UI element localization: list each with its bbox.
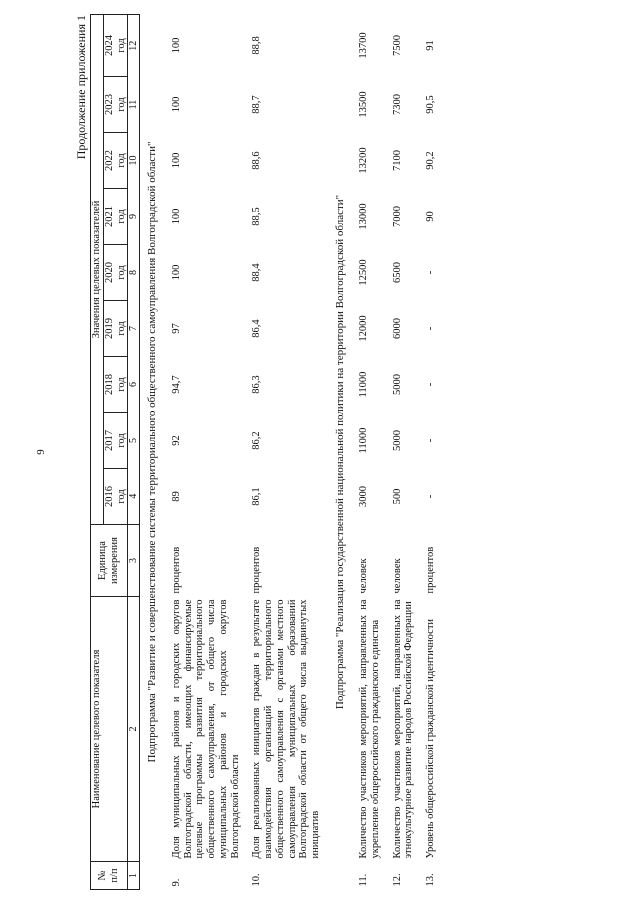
- indicator-value: 94,7: [170, 375, 182, 394]
- header-year: [103, 77, 128, 133]
- indicator-row: [247, 14, 328, 889]
- column-number: 2: [128, 597, 140, 862]
- indicator-value: 12000: [358, 315, 370, 342]
- indicator-value: 88,8: [251, 36, 263, 55]
- column-number: 6: [128, 357, 140, 413]
- indicator-value: 7300: [391, 94, 403, 115]
- indicator-name: Количество участников мероприятий, направленных на этнокультурное развитие народов Российской Федерации: [391, 599, 415, 859]
- indicator-number: 13.: [425, 873, 437, 887]
- column-numbers-row: [128, 14, 140, 889]
- indicator-value: -: [425, 438, 437, 443]
- indicator-row: [167, 14, 248, 889]
- indicator-value: 11000: [358, 371, 370, 398]
- header-unit: [91, 525, 128, 597]
- continuation-label: Продолжение приложения 1: [74, 15, 88, 160]
- indicator-number: 10.: [251, 873, 263, 887]
- header-year: [103, 133, 128, 189]
- indicator-number: 12.: [391, 873, 403, 887]
- indicator-value: 500: [391, 488, 403, 505]
- indicator-value: 86,2: [251, 431, 263, 450]
- indicator-value: 13200: [358, 147, 370, 174]
- indicator-unit: человек: [391, 558, 403, 594]
- indicator-unit: процентов: [170, 546, 182, 594]
- header-year-word: год: [115, 209, 127, 224]
- table-body: [128, 14, 443, 889]
- header-year: [103, 14, 128, 76]
- indicator-unit: человек: [358, 558, 370, 594]
- indicator-unit: процентов: [425, 546, 437, 594]
- indicator-row: [388, 14, 422, 889]
- indicator-value: -: [425, 494, 437, 499]
- header-year: [103, 413, 128, 469]
- column-number: 5: [128, 413, 140, 469]
- indicator-name: Доля муниципальных районов и городских округов Волгоградской области, имеющих финансируемые целевые программы развития территориального общественного самоуправления, от общего числа муниципальных районов и городских округов Волгоградской области: [170, 599, 241, 859]
- header-year: [103, 301, 128, 357]
- indicator-value: -: [425, 270, 437, 275]
- header-year-value: 2017: [103, 430, 115, 451]
- indicator-value: 5000: [391, 374, 403, 395]
- indicator-value: -: [425, 326, 437, 331]
- target-indicators-table: [90, 14, 443, 890]
- indicator-value: 7100: [391, 150, 403, 171]
- header-values-group: Значения целевых показателей: [91, 14, 104, 524]
- indicator-value: 13700: [358, 32, 370, 59]
- indicator-name: Количество участников мероприятий, направленных на укрепление общероссийского гражданского единства: [358, 599, 381, 859]
- indicator-value: 5000: [391, 430, 403, 451]
- header-year-word: год: [115, 265, 127, 280]
- header-year-value: 2020: [103, 262, 115, 283]
- header-unit-line1: Единица: [97, 541, 109, 580]
- column-number: 12: [128, 14, 140, 76]
- indicator-value: 91: [425, 40, 437, 51]
- subprogram-title: Подпрограмма "Развитие и совершенствование системы территориального общественного самоуправления Волгоградской области": [146, 141, 159, 763]
- header-num-line1: №: [97, 870, 109, 881]
- header-num: [91, 862, 128, 890]
- indicator-value: 13500: [358, 91, 370, 118]
- indicator-value: 90,5: [425, 95, 437, 114]
- indicator-value: 6500: [391, 262, 403, 283]
- indicator-row: [421, 14, 443, 889]
- indicator-value: 11000: [358, 427, 370, 454]
- header-year-value: 2023: [103, 94, 115, 115]
- header-num-line2: п/п: [109, 868, 121, 883]
- indicator-value: 6000: [391, 318, 403, 339]
- indicator-value: 100: [170, 264, 182, 281]
- header-year: [103, 469, 128, 525]
- header-name: Наименование целевого показателя: [91, 597, 128, 862]
- column-number: 1: [128, 862, 140, 890]
- indicator-value: 7000: [391, 206, 403, 227]
- column-number: 4: [128, 469, 140, 525]
- header-year-word: год: [115, 433, 127, 448]
- indicator-value: 3000: [358, 486, 370, 507]
- indicator-number: 11.: [358, 873, 370, 887]
- header-year: [103, 189, 128, 245]
- header-year-word: год: [115, 489, 127, 504]
- header-year-word: год: [115, 97, 127, 112]
- subprogram-row: [140, 14, 167, 889]
- indicator-value: 92: [170, 435, 182, 446]
- indicator-value: 88,4: [251, 263, 263, 282]
- column-number: 11: [128, 77, 140, 133]
- header-year-word: год: [115, 153, 127, 168]
- indicator-value: 7500: [391, 34, 403, 56]
- indicator-unit: процентов: [251, 546, 263, 594]
- indicator-row: [354, 14, 388, 889]
- header-year-value: 2022: [103, 150, 115, 171]
- header-year-value: 2016: [103, 486, 115, 507]
- header-year-word: год: [115, 321, 127, 336]
- subprogram-title: Подпрограмма "Реализация государственной национальной политики на территории Волгоградской области": [333, 194, 346, 710]
- header-year-value: 2019: [103, 318, 115, 339]
- header-unit-line2: измерения: [109, 537, 121, 584]
- header-year: [103, 245, 128, 301]
- indicator-name: Доля реализованных инициатив граждан в результате взаимодействия организаций территориального общественного самоуправления с органами местного самоуправления муниципальных образований Волгоградской области от общего числа выдвинутых инициатив: [251, 599, 321, 859]
- indicator-value: -: [425, 382, 437, 387]
- indicator-value: 90,2: [425, 151, 437, 170]
- indicator-value: 88,6: [251, 151, 263, 170]
- column-number: 7: [128, 301, 140, 357]
- page-number: 9: [34, 449, 47, 455]
- indicator-value: 86,3: [251, 375, 263, 394]
- indicator-value: 86,4: [251, 319, 263, 338]
- indicator-value: 100: [170, 96, 182, 113]
- indicator-value: 100: [170, 37, 182, 54]
- indicator-value: 12500: [358, 259, 370, 286]
- column-number: 10: [128, 133, 140, 189]
- indicator-number: 9.: [170, 878, 182, 887]
- indicator-value: 86,1: [251, 487, 263, 506]
- indicator-value: 13000: [358, 203, 370, 230]
- indicator-value: 88,7: [251, 95, 263, 114]
- indicator-value: 97: [170, 323, 182, 334]
- indicator-value: 88,5: [251, 207, 263, 226]
- indicator-value: 89: [170, 491, 182, 502]
- header-year-value: 2021: [103, 206, 115, 227]
- header-year-value: 2018: [103, 374, 115, 395]
- header-year-value: 2024: [103, 34, 115, 56]
- indicator-value: 100: [170, 152, 182, 169]
- column-number: 8: [128, 245, 140, 301]
- column-number: 3: [128, 525, 140, 597]
- indicator-value: 100: [170, 208, 182, 225]
- subprogram-row: [328, 14, 354, 889]
- rotated-page-content: [72, 15, 632, 890]
- indicator-value: 90: [425, 211, 437, 222]
- header-year: [103, 357, 128, 413]
- indicator-name: Уровень общероссийской гражданской идентичности: [425, 618, 437, 859]
- header-year-word: год: [115, 377, 127, 392]
- header-year-word: год: [115, 38, 127, 53]
- column-number: 9: [128, 189, 140, 245]
